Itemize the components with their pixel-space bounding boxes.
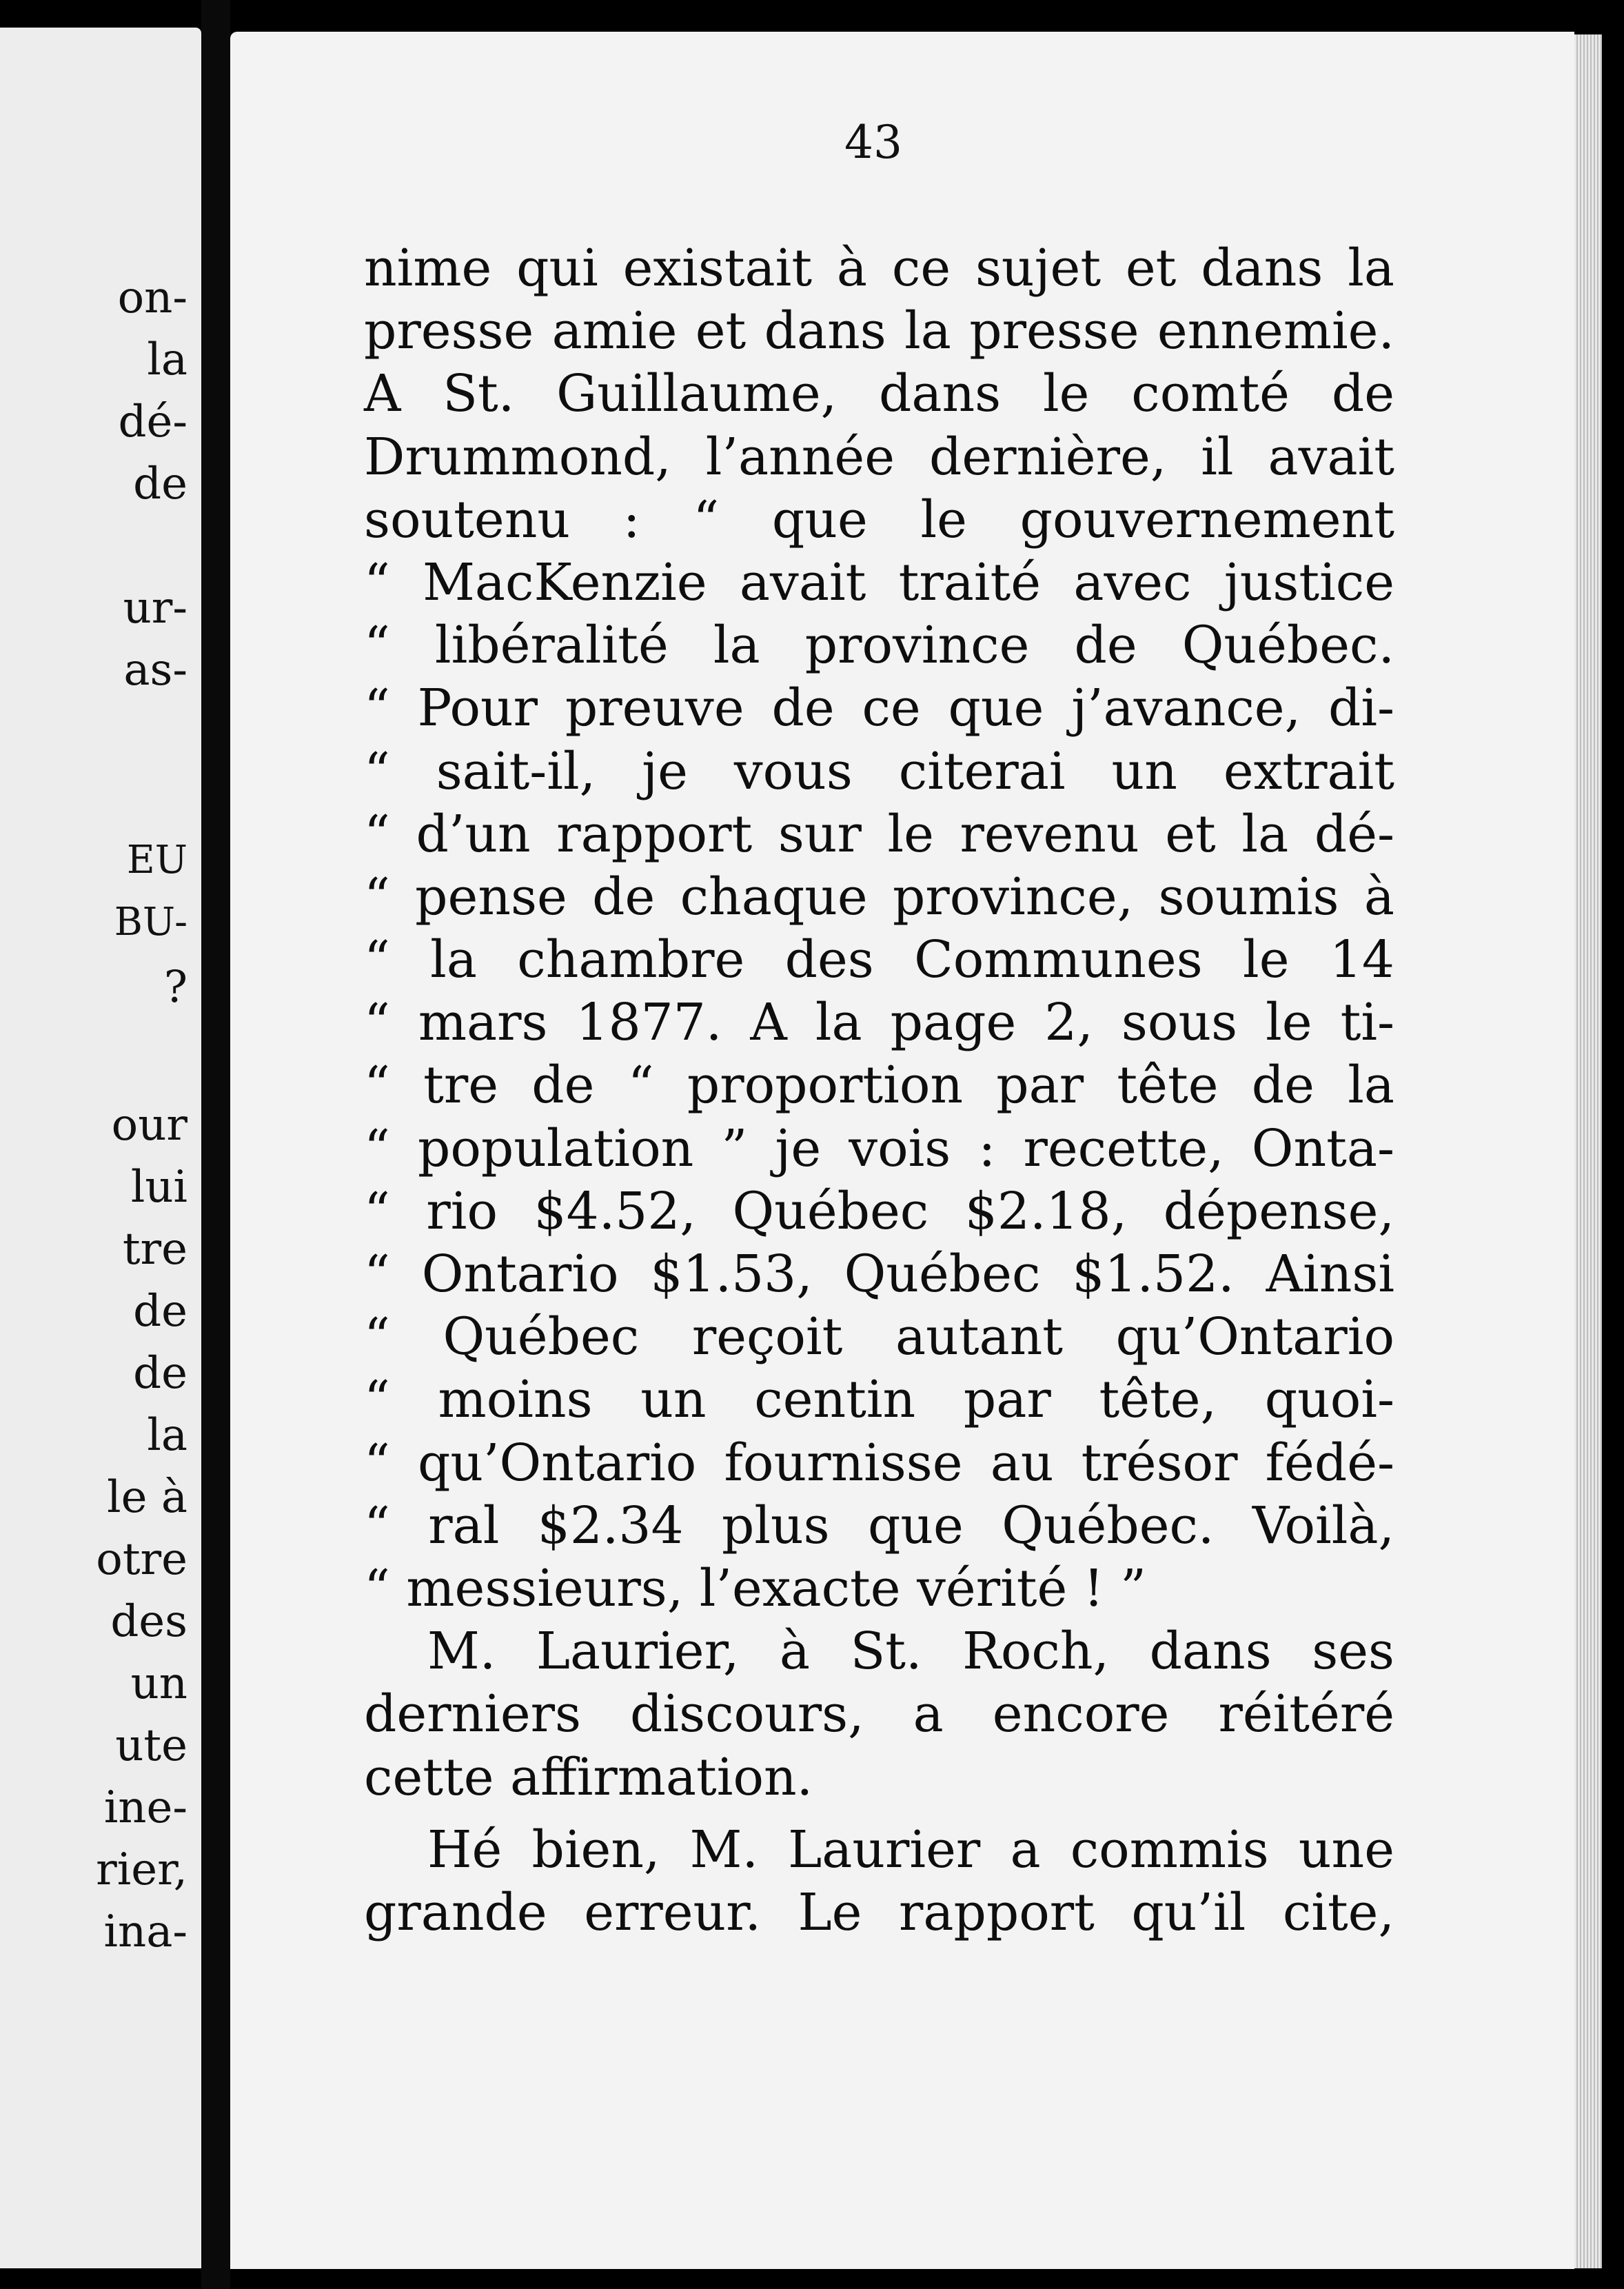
facing-page-fragment: la bbox=[147, 334, 187, 385]
text-line: “ rio $4.52, Québec $2.18, dépense, bbox=[364, 1181, 1394, 1241]
text-line: soutenu : “ que le gouvernement bbox=[364, 490, 1394, 549]
text-line: Drummond, l’année dernière, il avait bbox=[364, 427, 1394, 487]
facing-page-fragment: des bbox=[110, 1596, 187, 1647]
facing-page-fragment: ine- bbox=[103, 1782, 187, 1833]
facing-page-fragment: rier, bbox=[96, 1844, 187, 1895]
page-edges bbox=[1574, 34, 1602, 2268]
text-line: “ population ” je vois : recette, Onta- bbox=[364, 1118, 1394, 1178]
facing-page-fragment: our bbox=[111, 1100, 187, 1151]
text-line: grande erreur. Le rapport qu’il cite, bbox=[364, 1882, 1394, 1942]
facing-page-fragment: dé- bbox=[118, 396, 187, 447]
facing-page-fragment: BU- bbox=[114, 900, 187, 945]
text-line: “ qu’Ontario fournisse au trésor fédé- bbox=[364, 1433, 1394, 1493]
text-line: “ MacKenzie avait traité avec justice bbox=[364, 552, 1394, 612]
text-line: presse amie et dans la presse ennemie. bbox=[364, 301, 1394, 361]
facing-page-fragment: de bbox=[133, 1286, 187, 1337]
text-line: M. Laurier, à St. Roch, dans ses bbox=[427, 1622, 1394, 1682]
facing-page-fragment: as- bbox=[123, 645, 187, 696]
facing-page-fragment: un bbox=[130, 1658, 187, 1709]
facing-page-fragment: otre bbox=[96, 1534, 187, 1585]
text-line: nime qui existait à ce sujet et dans la bbox=[364, 239, 1394, 298]
text-line: derniers discours, a encore réitéré bbox=[364, 1684, 1394, 1744]
facing-page-fragment: le à bbox=[107, 1472, 187, 1523]
text-line: “ pense de chaque province, soumis à bbox=[364, 867, 1394, 927]
facing-page bbox=[0, 28, 201, 2268]
text-line: “ Ontario $1.53, Québec $1.52. Ainsi bbox=[364, 1244, 1394, 1304]
facing-page-fragment: ina- bbox=[103, 1906, 187, 1957]
facing-page-fragment: ? bbox=[163, 962, 187, 1013]
book-gutter bbox=[201, 0, 230, 2289]
text-line: “ mars 1877. A la page 2, sous le ti- bbox=[364, 993, 1394, 1053]
facing-page-fragment: de bbox=[133, 1348, 187, 1399]
text-line: “ Québec reçoit autant qu’Ontario bbox=[364, 1307, 1394, 1367]
text-line: “ d’un rapport sur le revenu et la dé- bbox=[364, 804, 1394, 864]
text-line: “ libéralité la province de Québec. bbox=[364, 616, 1394, 676]
body-text bbox=[364, 237, 1394, 1944]
text-line: “ tre de “ proportion par tête de la bbox=[364, 1056, 1394, 1116]
facing-page-fragment: de bbox=[133, 458, 187, 510]
facing-page-fragment: lui bbox=[130, 1162, 187, 1213]
text-line: A St. Guillaume, dans le comté de bbox=[364, 364, 1394, 424]
facing-page-fragment: tre bbox=[122, 1224, 187, 1275]
text-line: “ messieurs, l’exacte vérité ! ” bbox=[364, 1558, 1146, 1618]
text-line: “ sait-il, je vous citerai un extrait bbox=[364, 741, 1394, 801]
text-line: “ Pour preuve de ce que j’avance, di- bbox=[364, 678, 1394, 738]
text-line: “ la chambre des Communes le 14 bbox=[364, 930, 1394, 990]
facing-page-fragment: la bbox=[147, 1410, 187, 1461]
facing-page-fragment: EU bbox=[126, 838, 187, 883]
text-line: Hé bien, M. Laurier a commis une bbox=[427, 1819, 1394, 1879]
text-line: “ moins un centin par tête, quoi- bbox=[364, 1370, 1394, 1430]
page-number: 43 bbox=[844, 116, 902, 169]
text-line: “ ral $2.34 plus que Québec. Voilà, bbox=[364, 1495, 1394, 1555]
facing-page-fragment: on- bbox=[117, 272, 187, 323]
text-line: cette affirmation. bbox=[364, 1747, 813, 1807]
facing-page-fragment: ur- bbox=[123, 583, 187, 634]
facing-page-fragment: ute bbox=[115, 1720, 187, 1771]
